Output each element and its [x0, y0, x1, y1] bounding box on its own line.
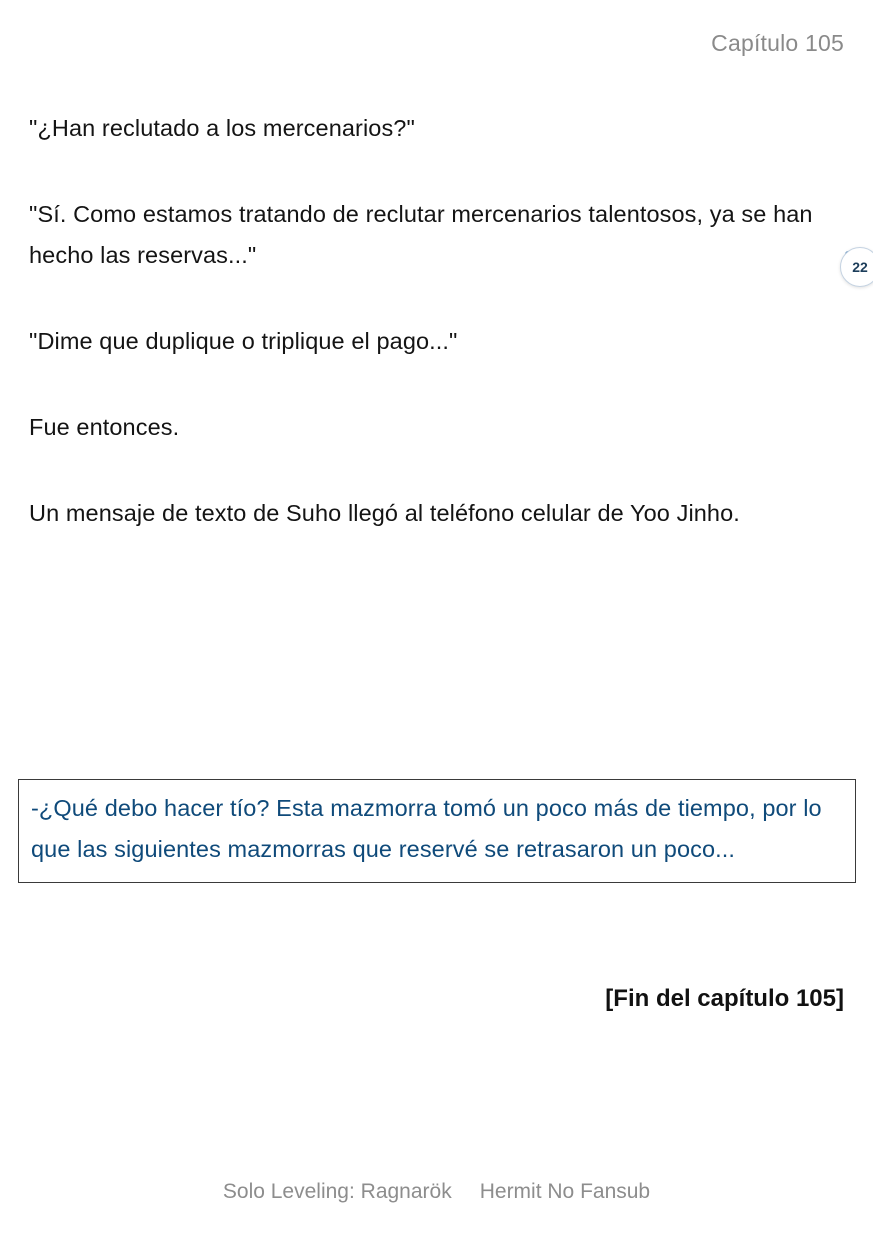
text-message-content: -¿Qué debo hacer tío? Esta mazmorra tomó un poco más de tiempo, por lo que las siguientes mazmorras que reservé se retrasaron un poco... [31, 795, 822, 862]
paragraph: Fue entonces. [29, 414, 180, 440]
footer-fansub-group: Hermit No Fansub [479, 1180, 651, 1203]
footer-series-title: Solo Leveling: Ragnarök [222, 1180, 452, 1203]
page-footer [0, 1180, 873, 1204]
body-text [29, 108, 819, 578]
paragraph: "Dime que duplique o triplique el pago..." [29, 328, 458, 354]
paragraph: Un mensaje de texto de Suho llegó al teléfono celular de Yoo Jinho. [29, 500, 740, 526]
text-message-box [18, 779, 856, 883]
chapter-header: Capítulo 105 [711, 30, 844, 56]
paragraph: "¿Han reclutado a los mercenarios?" [29, 115, 415, 141]
paragraph: "Sí. Como estamos tratando de reclutar mercenarios talentosos, ya se han hecho las reservas..." [29, 201, 813, 268]
chapter-end-label: [Fin del capítulo 105] [605, 985, 844, 1012]
page-number-badge[interactable]: 22 [840, 247, 873, 287]
